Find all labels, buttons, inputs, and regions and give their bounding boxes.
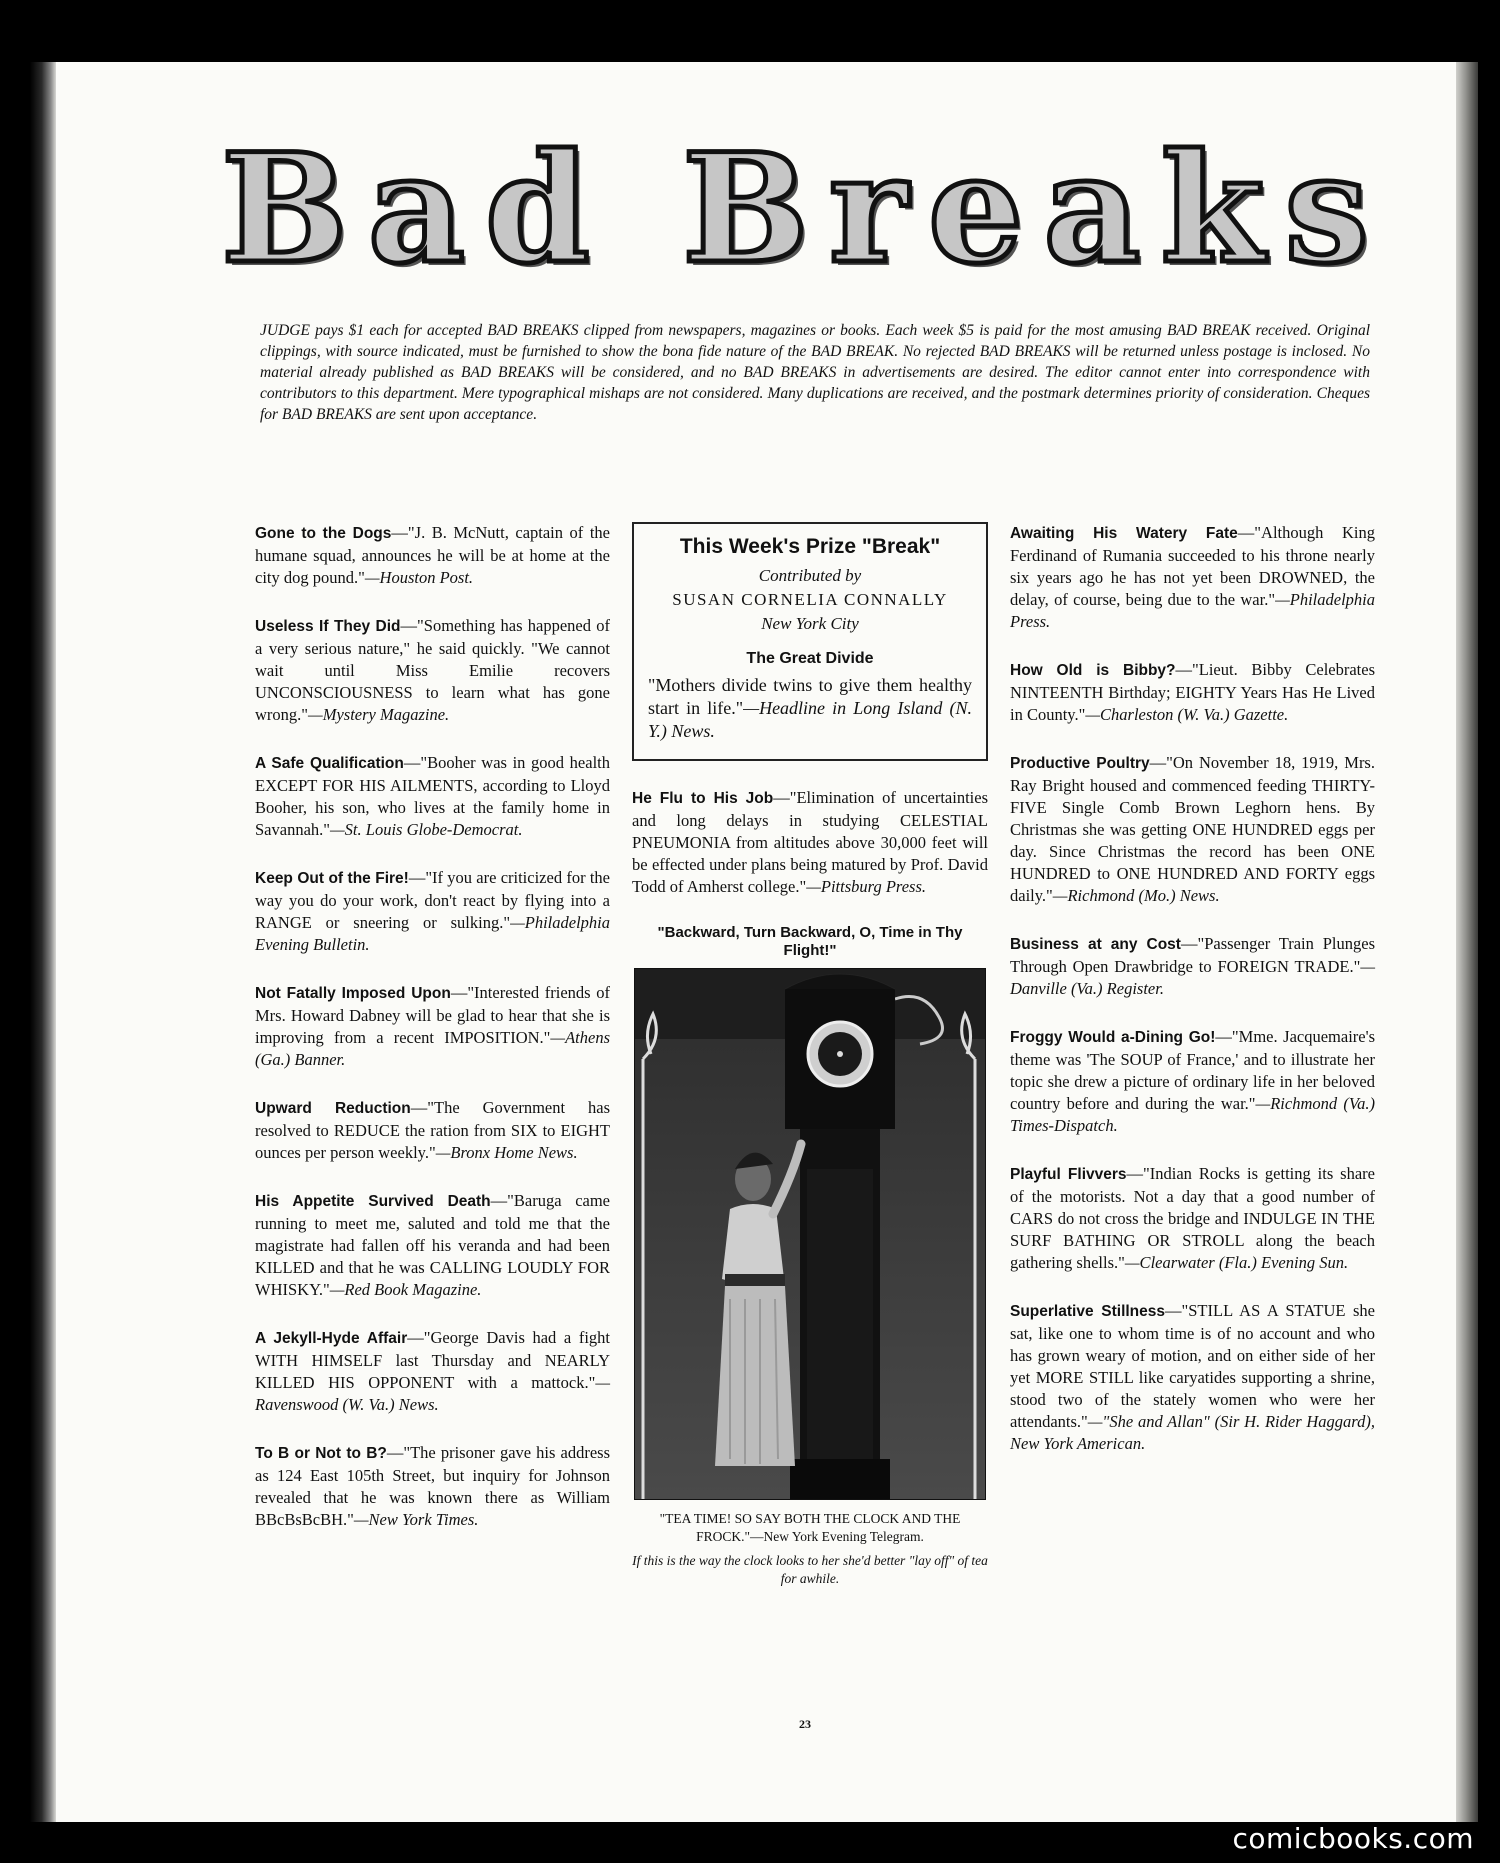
clock-photo [634, 968, 986, 1500]
bad-break-item [255, 752, 610, 841]
intro-paragraph: JUDGE pays $1 each for accepted BAD BREAKS clipped from newspapers, magazines or books. Each week $5 is paid for the most amusing BAD BREAK received. Original clippings, with source indicated, must be furnished to show the bona fide nature of the BAD BREAK. No rejected BAD BREAKS will be returned unless postage is inclosed. No material already published as BAD BREAKS will be considered, and no BAD BREAKS in advertisements are desired. The editor cannot enter into correspondence with contributors to this department. Mere typographical mishaps are not considered. Many duplications are received, and the postmark determines priority of consideration. Cheques for BAD BREAKS are sent upon acceptance. [260, 322, 1370, 423]
clock-illustration [635, 969, 985, 1499]
bad-break-item [255, 615, 610, 726]
item-heading: Business at any Cost [1010, 936, 1181, 953]
item-heading: How Old is Bibby? [1010, 662, 1176, 679]
bad-break-item [255, 1097, 610, 1164]
item-source: —Clearwater (Fla.) Evening Sun. [1124, 1253, 1349, 1272]
prize-quote [648, 674, 972, 743]
item-source: —Richmond (Va.) Times-Dispatch. [1010, 1094, 1375, 1135]
item-heading: Gone to the Dogs [255, 525, 392, 542]
item-source: —St. Louis Globe-Democrat. [330, 820, 523, 839]
prize-heading: The Great Divide [746, 650, 874, 667]
prize-contributor: SUSAN CORNELIA CONNALLY [672, 590, 948, 609]
item-source: —Charleston (W. Va.) Gazette. [1085, 705, 1289, 724]
item-source: —Houston Post. [364, 568, 474, 587]
item-heading: To B or Not to B? [255, 1445, 387, 1462]
item-heading: His Appetite Survived Death [255, 1193, 491, 1210]
bad-break-item [255, 1190, 610, 1301]
item-body: —"J. B. McNutt, captain of the humane squad, announces he will be at home at the city dog pound." [255, 523, 610, 587]
photo-caption: "Backward, Turn Backward, O, Time in Thy Flight!" [657, 924, 963, 959]
item-heading: Superlative Stillness [1010, 1303, 1166, 1320]
prize-contributed: Contributed by [758, 566, 862, 585]
item-body: —"Indian Rocks is getting its share of the motorists. Not a day that a good number of CARS do not cross the bridge and INDULGE IN THE SURF BATHING OR STROLL along the beach gathering shells." [1010, 1164, 1375, 1272]
item-body: —"Baruga came running to meet me, saluted and told me that the magistrate had fallen off his veranda and had been KILLED and that he was CALLING LOUDLY FOR WHISKY." [255, 1191, 610, 1299]
bad-break-item [255, 522, 610, 589]
item-heading: A Safe Qualification [255, 755, 404, 772]
bad-break-item [255, 1327, 610, 1416]
item-heading: Keep Out of the Fire! [255, 870, 409, 887]
item-source: —Philadelphia Evening Bulletin. [255, 913, 610, 954]
item-body: —"Interested friends of Mrs. Howard Dabney will be glad to hear that she is improving from a recent IMPOSITION." [255, 983, 610, 1047]
left-column [255, 522, 610, 1557]
item-body: —"Mme. Jacquemaire's theme was 'The SOUP of France,' and to illustrate her topic she drew a picture of ordinary life in her beloved country before and during the war." [1010, 1027, 1375, 1113]
bad-break-item [1010, 1026, 1375, 1137]
item-body: —"On November 18, 1919, Mrs. Ray Bright housed and commenced feeding THIRTY-FIVE Single Comb Brown Leghorn hens. By Christmas she was getting ONE HUNDRED eggs per day. Since Christmas the record has been ONE HUNDRED to ONE HUNDRED AND FORTY eggs daily." [1010, 753, 1375, 905]
photo-note: If this is the way the clock looks to her she'd better "lay off" of tea for awhile. [632, 1553, 988, 1586]
item-source: —Ravenswood (W. Va.) News. [255, 1373, 610, 1414]
item-heading: He Flu to His Job [632, 790, 774, 807]
page-number: 23 [799, 1717, 811, 1731]
item-heading: A Jekyll-Hyde Affair [255, 1330, 408, 1347]
prize-source: —Headline in Long Island (N. Y.) News. [648, 698, 973, 741]
watermark: comicbooks.com [1232, 1822, 1474, 1855]
item-body: —"Although King Ferdinand of Rumania succeeded to his throne nearly six years ago he has not yet been DROWNED, the delay, of course, being due to the war." [1010, 523, 1375, 609]
prize-quote-text: "Mothers divide twins to give them healthy start in life." [648, 675, 972, 718]
item-body: —"George Davis had a fight WITH HIMSELF last Thursday and NEARLY KILLED HIS OPPONENT with a mattock." [255, 1328, 610, 1392]
middle-items [632, 787, 988, 898]
item-body: —"The prisoner gave his address as 124 East 105th Street, but inquiry for Johnson revealed that he was known there as William BBcBsBcBH." [255, 1443, 610, 1529]
bad-break-item [1010, 1163, 1375, 1274]
bad-break-item [1010, 752, 1375, 907]
masthead-title: Bad Breaks [221, 121, 1389, 297]
bad-break-item [1010, 933, 1375, 1000]
right-column [1010, 522, 1375, 1481]
item-body: —"STILL AS A STATUE she sat, like one to whom time is of no account and who has grown weary of motion, and on either side of her yet MORE STILL like caryatides supporting a shrine, stood two of the stately women who were her attendants." [1010, 1301, 1375, 1431]
middle-column [632, 522, 988, 1588]
bad-break-item [1010, 522, 1375, 633]
bad-break-item [632, 787, 988, 898]
photo-subcaption: "TEA TIME! SO SAY BOTH THE CLOCK AND THE FROCK."—New York Evening Telegram. [659, 1511, 961, 1544]
item-heading: Awaiting His Watery Fate [1010, 525, 1238, 542]
item-heading: Upward Reduction [255, 1100, 411, 1117]
item-heading: Playful Flivvers [1010, 1166, 1127, 1183]
bad-break-item [1010, 659, 1375, 726]
bad-break-item [1010, 1300, 1375, 1455]
item-body: —"If you are criticized for the way you do your work, don't react by flying into a RANGE or sneering or sulking." [255, 868, 610, 932]
prize-box [632, 522, 988, 761]
bad-break-item [255, 982, 610, 1071]
item-body: —"Booher was in good health EXCEPT FOR HIS AILMENTS, according to Lloyd Booher, his son, who lives at the family home in Savannah." [255, 753, 610, 839]
item-source: —Danville (Va.) Register. [1010, 957, 1375, 998]
item-heading: Not Fatally Imposed Upon [255, 985, 451, 1002]
prize-title: This Week's Prize "Break" [679, 535, 941, 558]
item-body: —"Passenger Train Plunges Through Open Drawbridge to FOREIGN TRADE." [1010, 934, 1376, 976]
item-body: —"Elimination of uncertainties and long delays in studying CELESTIAL PNEUMONIA from altitudes above 30,000 feet will be effected under plans being matured by Prof. David Todd of Amherst college." [632, 788, 988, 896]
item-body: —"The Government has resolved to REDUCE the ration from SIX to EIGHT ounces per person weekly." [255, 1098, 611, 1162]
item-source: —Athens (Ga.) Banner. [255, 1028, 610, 1069]
bad-break-item [255, 867, 610, 956]
prize-city: New York City [761, 614, 859, 633]
item-source: —Richmond (Mo.) News. [1052, 886, 1220, 905]
item-source: —Philadelphia Press. [1010, 590, 1375, 631]
item-body: —"Something has happened of a very serious nature," he said quickly. "We cannot wait until Miss Emilie recovers UNCONSCIOUSNESS to learn what has gone wrong." [255, 616, 610, 724]
item-heading: Useless If They Did [255, 618, 401, 635]
item-heading: Froggy Would a-Dining Go! [1010, 1029, 1216, 1046]
item-source: —Mystery Magazine. [308, 705, 450, 724]
item-source: —Bronx Home News. [435, 1143, 578, 1162]
bad-break-item [255, 1442, 610, 1531]
item-heading: Productive Poultry [1010, 755, 1150, 772]
magazine-page [30, 62, 1478, 1822]
page-edge [1456, 62, 1478, 1822]
item-source: —New York Times. [353, 1510, 479, 1529]
book-spine [30, 62, 56, 1822]
item-source: —Pittsburg Press. [806, 877, 927, 896]
item-source: —"She and Allan" (Sir H. Rider Haggard), New York American. [1010, 1412, 1375, 1453]
page-content [220, 121, 1390, 1792]
item-body: —"Lieut. Bibby Celebrates NINTEENTH Birthday; EIGHTY Years Has He Lived in County." [1010, 660, 1376, 724]
item-source: —Red Book Magazine. [329, 1280, 482, 1299]
